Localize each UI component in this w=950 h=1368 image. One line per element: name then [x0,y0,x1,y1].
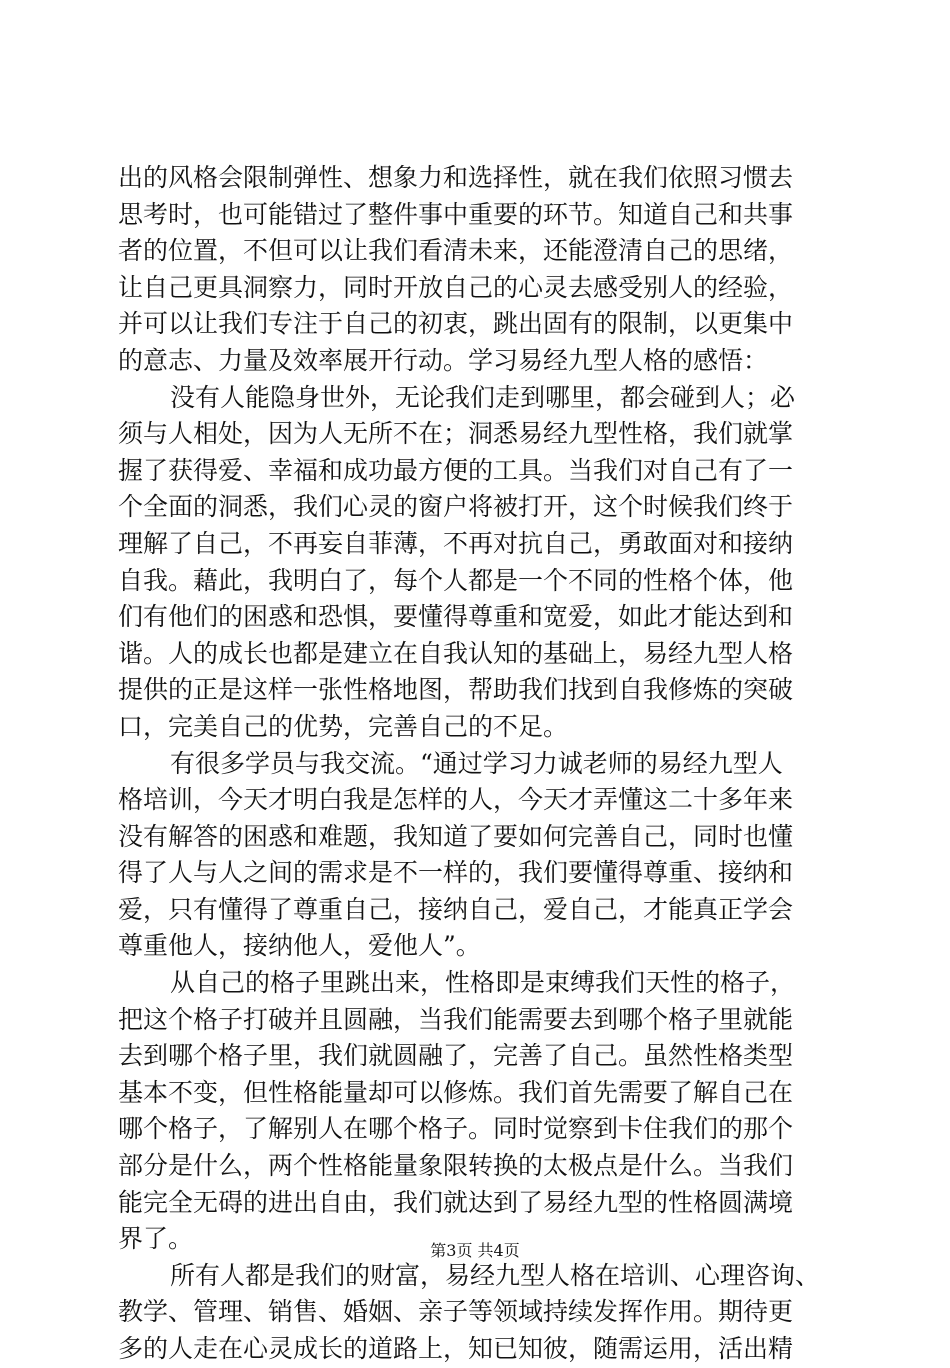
paragraph-start-line: 有很多学员与我交流。“通过学习力诚老师的易经九型人 [170,748,783,778]
text-line: 界了。 [118,1224,194,1254]
text-line: 口，完美自己的优势，完善自己的不足。 [118,711,569,741]
text-line: 提供的正是这样一张性格地图，帮助我们找到自我修炼的突破 [118,675,794,705]
text-line: 能完全无碍的进出自由，我们就达到了易经九型的性格圆满境 [118,1187,794,1217]
text-line: 格培训，今天才明白我是怎样的人，今天才弄懂这二十多年来 [118,785,794,815]
text-line: 得了人与人之间的需求是不一样的，我们要懂得尊重、接纳和 [118,858,794,888]
text-line: 出的风格会限制弹性、想象力和选择性，就在我们依照习惯去 [118,163,794,192]
text-line: 理解了自己，不再妄自菲薄，不再对抗自己，勇敢面对和接纳 [118,528,794,558]
text-line: 让自己更具洞察力，同时开放自己的心灵去感受别人的经验， [118,272,794,302]
paragraph-start-line: 从自己的格子里跳出来，性格即是束缚我们天性的格子， [170,968,796,998]
text-line: 们有他们的困惑和恐惧，要懂得尊重和宽爱，如此才能达到和 [118,602,794,632]
paragraph-start-line: 所有人都是我们的财富，易经九型人格在培训、心理咨询、 [170,1260,821,1290]
text-line: 部分是什么，两个性格能量象限转换的太极点是什么。当我们 [118,1151,794,1181]
text-line: 者的位置，不但可以让我们看清未来，还能澄清自己的思绪， [118,236,794,266]
body-text [118,160,832,1368]
page-number-footer: 第3页 共4页 [430,1241,520,1260]
text-line: 思考时，也可能错过了整件事中重要的环节。知道自己和共事 [118,199,794,229]
text-line: 没有解答的困惑和难题，我知道了要如何完善自己，同时也懂 [118,821,794,851]
text-line: 哪个格子，了解别人在哪个格子。同时觉察到卡住我们的那个 [118,1114,794,1144]
text-line: 须与人相处，因为人无所不在；洞悉易经九型性格，我们就掌 [118,419,794,449]
text-line: 去到哪个格子里，我们就圆融了，完善了自己。虽然性格类型 [118,1041,794,1071]
text-line: 谐。人的成长也都是建立在自我认知的基础上，易经九型人格 [118,638,794,668]
text-line: 爱，只有懂得了尊重自己，接纳自己，爱自己，才能真正学会 [118,894,794,924]
text-line: 并可以让我们专注于自己的初衷，跳出固有的限制，以更集中 [118,309,794,339]
paragraph-start-line: 没有人能隐身世外，无论我们走到哪里，都会碰到人；必 [170,382,796,412]
text-line: 的意志、力量及效率展开行动。学习易经九型人格的感悟： [118,345,769,375]
text-line: 握了获得爱、幸福和成功最方便的工具。当我们对自己有了一 [118,455,794,485]
text-line: 尊重他人，接纳他人，爱他人”。 [118,931,481,961]
text-line: 个全面的洞悉，我们心灵的窗户将被打开，这个时候我们终于 [118,492,794,522]
text-line: 教学、管理、销售、婚姻、亲子等领域持续发挥作用。期待更 [118,1297,794,1327]
text-line: 多的人走在心灵成长的道路上，知已知彼，随需运用，活出精 [118,1334,794,1363]
text-line: 自我。藉此，我明白了，每个人都是一个不同的性格个体，他 [118,565,794,595]
text-line: 基本不变，但性格能量却可以修炼。我们首先需要了解自己在 [118,1077,794,1107]
text-line: 把这个格子打破并且圆融，当我们能需要去到哪个格子里就能 [118,1004,794,1034]
